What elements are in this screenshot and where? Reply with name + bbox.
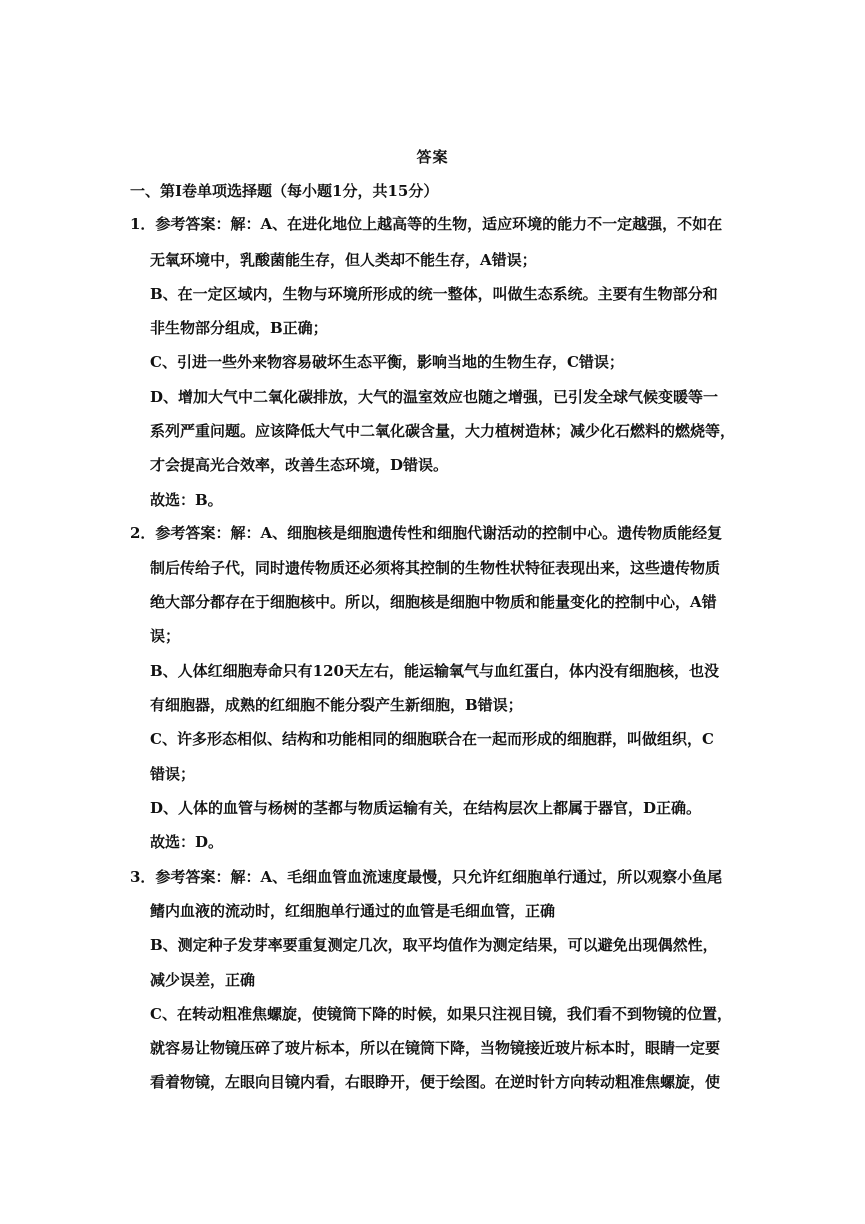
answer-line: 绝大部分都存在于细胞核中。所以，细胞核是细胞中物质和能量变化的控制中心，A错 [150,593,717,611]
answer-line: 就容易让物镜压碎了玻片标本，所以在镜筒下降，当物镜接近玻片标本时，眼睛一定要 [150,1039,721,1057]
answer-line: 系列严重问题。应该降低大气中二氧化碳含量，大力植树造林；减少化石燃料的燃烧等， [150,422,736,440]
section-heading: 一、第Ⅰ卷单项选择题（每小题1分，共15分） [130,182,439,200]
answer-line: 2．参考答案：解：A、细胞核是细胞遗传性和细胞代谢活动的控制中心。遗传物质能经复 [130,524,723,542]
answer-line: D、人体的血管与杨树的茎都与物质运输有关，在结构层次上都属于器官，D正确。 [150,799,702,817]
answer-line: 1．参考答案：解：A、在进化地位上越高等的生物，适应环境的能力不一定越强，不如在 [130,215,723,233]
answer-line: 误； [150,627,181,645]
answer-line: 有细胞器，成熟的红细胞不能分裂产生新细胞，B错误； [150,696,523,714]
answer-line: 错误； [150,765,196,783]
answer-line: B、测定种子发芽率要重复测定几次，取平均值作为测定结果，可以避免出现偶然性， [150,936,718,954]
answer-line: 非生物部分组成，B正确； [150,319,328,337]
answer-line: 无氧环境中，乳酸菌能生存，但人类却不能生存，A错误； [150,251,537,269]
page-title: 答案 [416,148,449,166]
answer-line: C、在转动粗准焦螺旋，使镜筒下降的时候，如果只注视目镜，我们看不到物镜的位置， [150,1005,732,1023]
answer-line: D、增加大气中二氧化碳排放，大气的温室效应也随之增强，已引发全球气候变暖等一 [150,388,719,406]
answer-line: 故选：D。 [150,833,224,851]
answer-line: 看着物镜，左眼向目镜内看，右眼睁开，便于绘图。在逆时针方向转动粗准焦螺旋，使 [150,1073,721,1091]
answer-line: 3．参考答案：解：A、毛细血管血流速度最慢，只允许红细胞单行通过，所以观察小鱼尾 [130,868,723,886]
answer-line: C、引进一些外来物容易破坏生态平衡，影响当地的生物生存，C错误； [150,353,624,371]
answer-line: 制后传给子代，同时遗传物质还必须将其控制的生物性状特征表现出来，这些遗传物质 [150,559,721,577]
answer-line: B、人体红细胞寿命只有120天左右，能运输氧气与血红蛋白，体内没有细胞核，也没 [150,662,719,680]
answer-line: B、在一定区域内，生物与环境所形成的统一整体，叫做生态系统。主要有生物部分和 [150,285,718,303]
answer-line: 鳍内血液的流动时，红细胞单行通过的血管是毛细血管，正确 [150,902,556,920]
answer-line: C、许多形态相似、结构和功能相同的细胞联合在一起而形成的细胞群，叫做组织，C [150,730,714,748]
answer-line: 才会提高光合效率，改善生态环境，D错误。 [150,456,449,474]
answer-line: 故选：B。 [150,491,223,509]
answer-line: 减少误差，正确 [150,971,256,989]
